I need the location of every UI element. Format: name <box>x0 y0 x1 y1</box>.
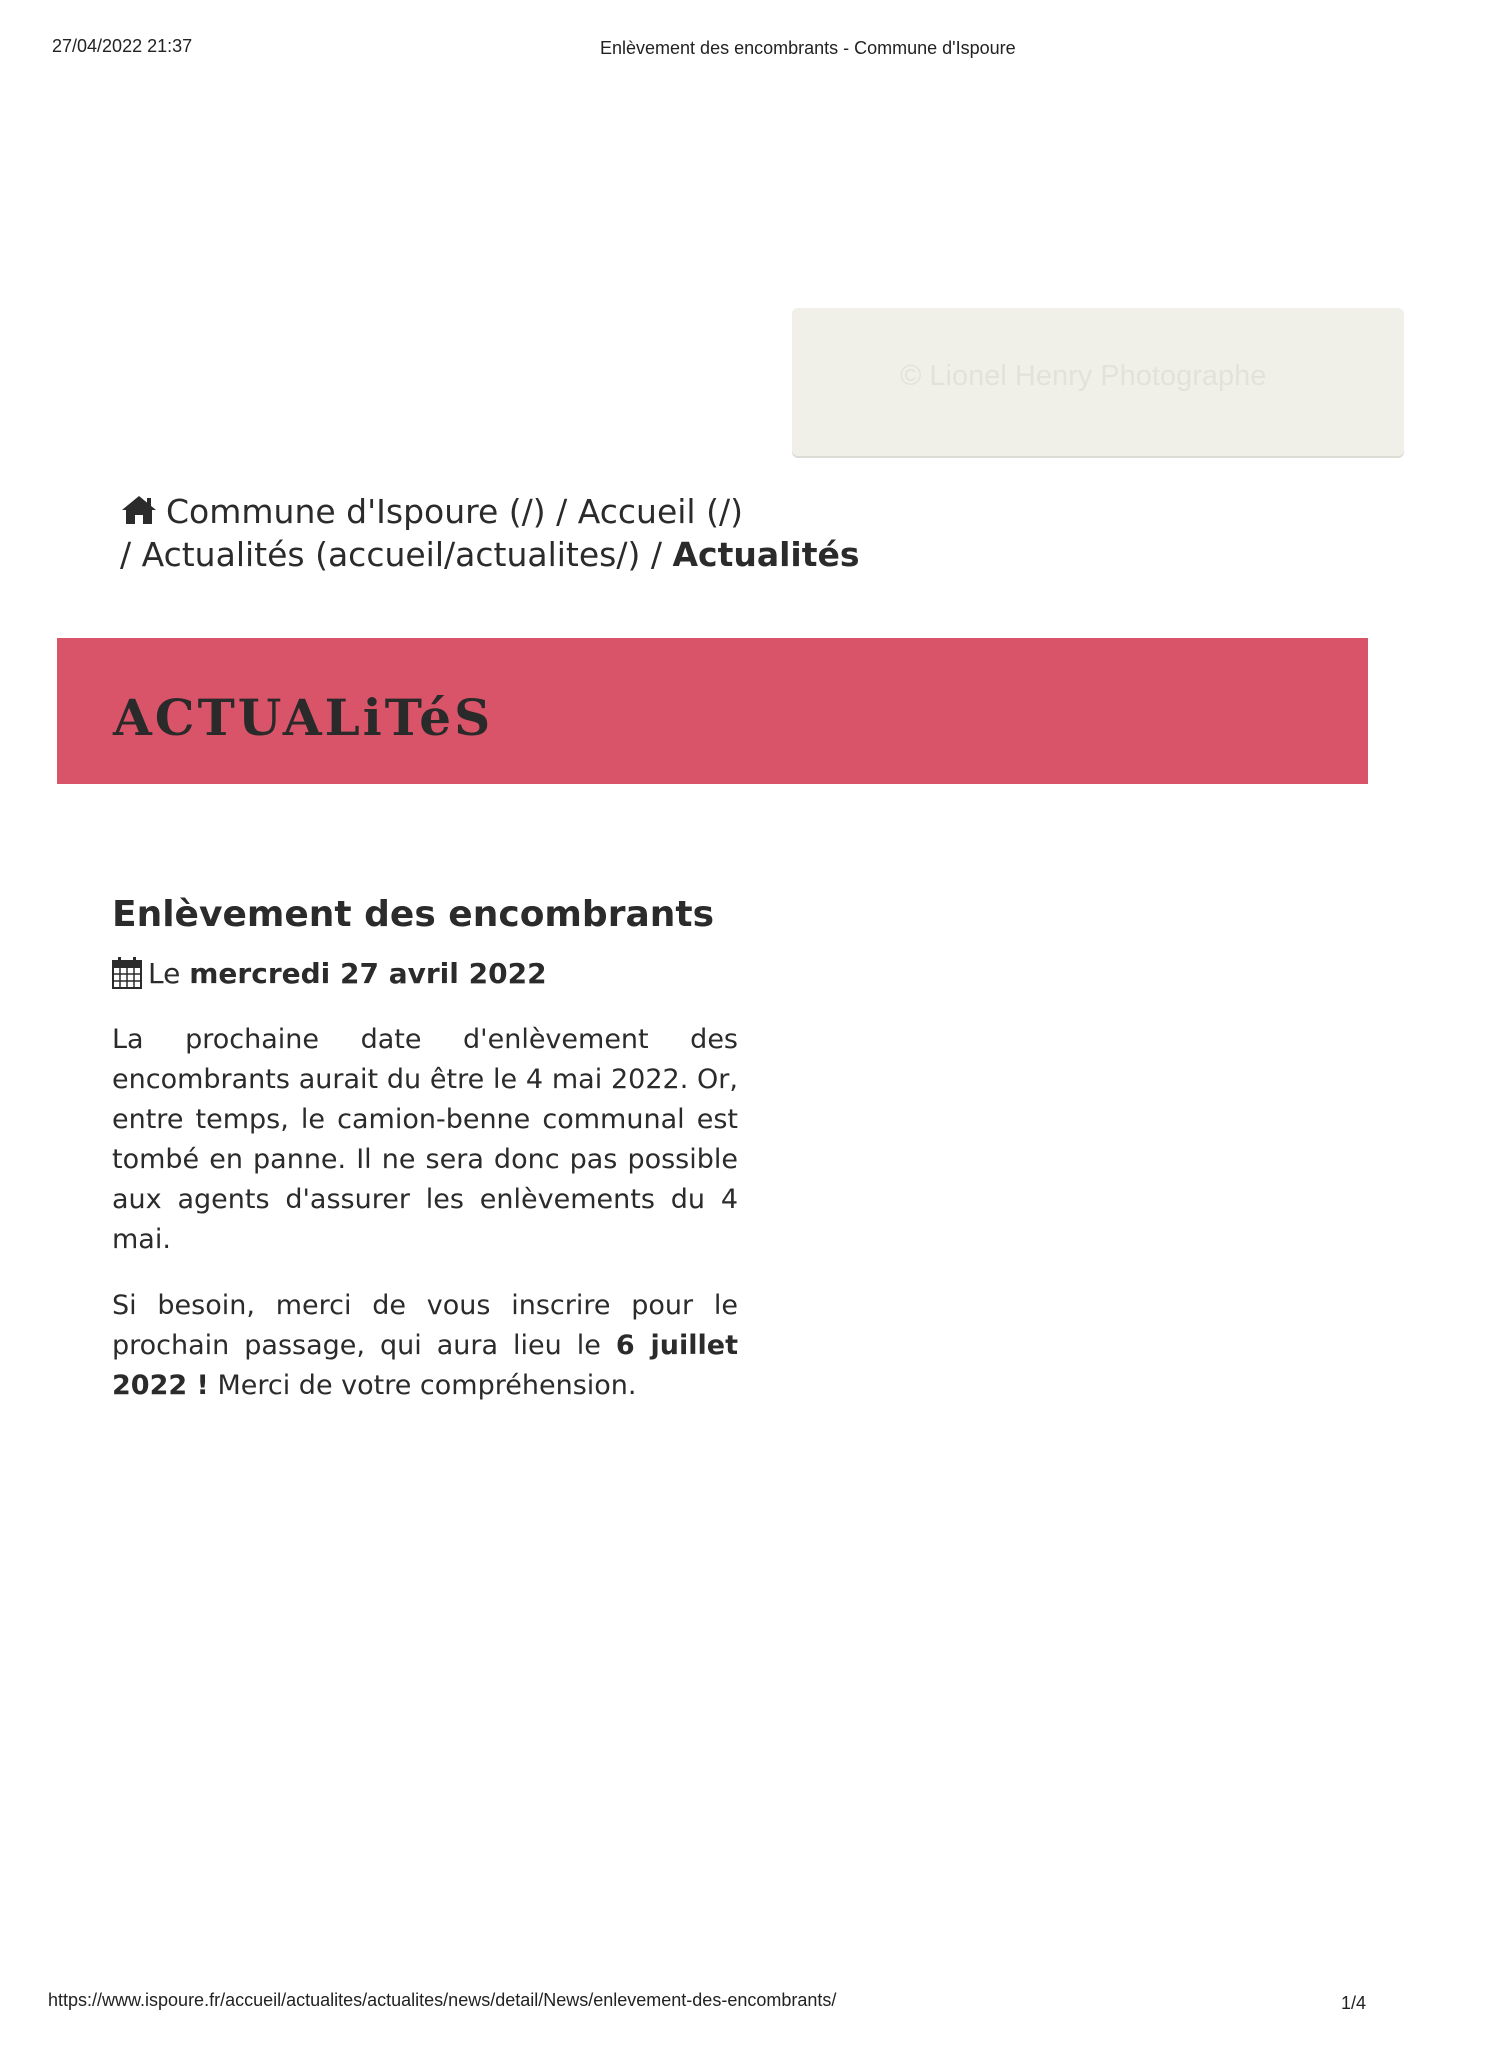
print-datetime: 27/04/2022 21:37 <box>52 36 193 56</box>
page-number: 1/4 <box>1341 1993 1367 2013</box>
breadcrumb-separator: / <box>120 535 142 574</box>
breadcrumb-separator: / <box>545 492 578 531</box>
paragraph-2-end: Merci de votre compréhension. <box>217 1370 637 1401</box>
article-date-line <box>112 954 738 994</box>
print-footer <box>48 1990 1378 2014</box>
paragraph-2-start: Si besoin, merci de vous inscrire pour le prochain passage, qui aura lieu le <box>112 1290 738 1361</box>
article-title: Enlèvement des encombrants <box>112 894 715 935</box>
banner-title: ACTUALiTéS <box>113 688 494 747</box>
news-article <box>112 890 738 1406</box>
section-banner <box>57 638 1368 784</box>
breadcrumb-actualites-link[interactable]: Actualités (accueil/actualites/) <box>141 535 641 574</box>
home-icon <box>120 494 158 526</box>
article-paragraph-2 <box>112 1286 738 1406</box>
article-date-prefix: Le <box>148 957 181 990</box>
article-paragraph-1: La prochaine date d'enlèvement des encombrants aurait du être le 4 mai 2022. Or, entre temps, le camion-benne communal est tombé en panne. Il ne sera donc pas possible aux agents d'assurer les enlèvements du 4 mai. <box>112 1024 738 1255</box>
print-document-title: Enlèvement des encombrants - Commune d'Ispoure <box>600 38 1016 58</box>
calendar-icon <box>112 957 142 989</box>
breadcrumb-current: Actualités <box>672 535 860 574</box>
next-collection-date: 6 juillet 2022 ! <box>112 1330 738 1401</box>
breadcrumb <box>120 490 1020 576</box>
print-header <box>52 36 1052 60</box>
print-url: https://www.ispoure.fr/accueil/actualites/actualites/news/detail/News/enlevement-des-encombrants/ <box>48 1990 837 2010</box>
breadcrumb-accueil-link[interactable]: Accueil (/) <box>577 492 743 531</box>
article-date: mercredi 27 avril 2022 <box>189 957 547 990</box>
breadcrumb-separator: / <box>640 535 673 574</box>
header-image-placeholder <box>792 308 1404 456</box>
breadcrumb-home-link[interactable]: Commune d'Ispoure (/) <box>166 492 546 531</box>
photo-credit: © Lionel Henry Photographe <box>900 360 1267 392</box>
